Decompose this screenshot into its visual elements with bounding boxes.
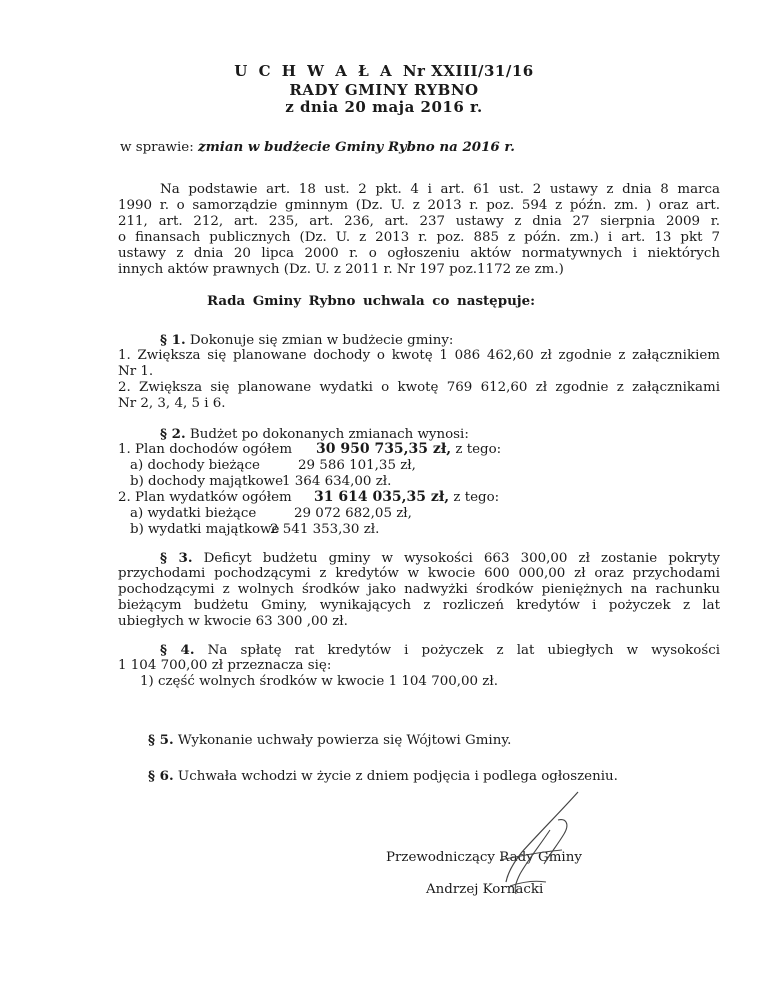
section-3-line: pochodzącymi z wolnych środków jako nadwyżki środków pieniężnych na rachunku: [118, 582, 720, 597]
section-3-line: [160, 550, 720, 567]
section-3-line: ubiegłych w kwocie 63 300 ,00 zł.: [118, 614, 348, 629]
income-total-suffix: z tego:: [455, 442, 502, 457]
section-1-mark: § 1.: [160, 332, 186, 348]
section-4-line: 1) część wolnych środków w kwocie 1 104 700,00 zł.: [140, 674, 498, 689]
council-name: RADY GMINY RYBNO: [289, 81, 479, 99]
legal-basis-line: 1990 r. o samorządzie gminnym (Dz. U. z 2013 r. poz. 594 z późn. zm. ) oraz art.: [118, 198, 720, 213]
resolution-date: z dnia 20 maja 2016 r.: [285, 98, 483, 116]
income-property-value: 1 364 634,00 zł.: [282, 474, 392, 489]
section-4-first: Na spłatę rat kredytów i pożyczek z lat ubiegłych w wysokości: [207, 643, 720, 658]
section-4-mark: § 4.: [160, 642, 195, 658]
legal-basis-line: o finansach publicznych (Dz. U. z 2013 r. poz. 885 z późn. zm.) i art. 13 pkt 7: [118, 230, 720, 245]
section-5: [148, 732, 511, 749]
title-uchwala: U C H W A Ł A: [234, 62, 395, 80]
section-1-line: 2. Zwiększa się planowane wydatki o kwotę 769 612,60 zł zgodnie z załącznikami: [118, 380, 720, 395]
section-6-mark: § 6.: [148, 768, 174, 784]
section-3-line: bieżącym budżetu Gminy, wynikających z rozliczeń kredytów i pożyczek z lat: [118, 598, 720, 613]
signatory-role: Przewodniczący Rady Gminy: [386, 850, 582, 865]
expense-total-suffix: z tego:: [453, 490, 500, 505]
section-3-first: Deficyt budżetu gminy w wysokości 663 300,00 zł zostanie pokryty: [203, 551, 720, 566]
resolution-number: Nr XXIII/31/16: [402, 62, 534, 80]
subject-text: zmian w budżecie Gminy Rybno na 2016 r.: [198, 139, 515, 155]
expense-current-value: 29 072 682,05 zł,: [294, 506, 412, 521]
section-1-text: Dokonuje się zmian w budżecie gminy:: [189, 333, 454, 348]
section-1-line: Nr 1.: [118, 364, 154, 379]
expense-property-label: b) wydatki majątkowe: [130, 522, 280, 537]
section-4-line: [160, 642, 720, 659]
section-2-mark: § 2.: [160, 426, 186, 442]
legal-basis-line: 211, art. 212, art. 235, art. 236, art. 237 ustawy z dnia 27 sierpnia 2009 r.: [118, 214, 720, 229]
section-1-line: Nr 2, 3, 4, 5 i 6.: [118, 396, 226, 411]
subject-prefix: w sprawie:: [120, 140, 194, 155]
income-total-value: 30 950 735,35 zł,: [316, 441, 452, 457]
section-4-line: 1 104 700,00 zł przeznacza się:: [118, 658, 332, 673]
section-2-text: Budżet po dokonanych zmianach wynosi:: [189, 427, 469, 442]
expense-property-value: 2 541 353,30 zł.: [270, 522, 380, 537]
section-1-line: 1. Zwiększa się planowane dochody o kwotę 1 086 462,60 zł zgodnie z załącznikiem: [118, 348, 720, 363]
section-6: [148, 768, 618, 785]
subject-line: [120, 139, 515, 156]
section-1-intro: [160, 332, 453, 349]
income-current-value: 29 586 101,35 zł,: [298, 458, 416, 473]
income-total-label: 1. Plan dochodów ogółem: [118, 442, 293, 457]
section-3-line: przychodami pochodzącymi z kredytów w kwocie 600 000,00 zł oraz przychodami: [118, 566, 720, 581]
title-line: [0, 62, 768, 80]
income-total-row: [316, 441, 501, 458]
section-3-mark: § 3.: [160, 550, 193, 566]
legal-basis-line: Na podstawie art. 18 ust. 2 pkt. 4 i art. 61 ust. 2 ustawy z dnia 8 marca: [160, 182, 720, 197]
section-5-text: Wykonanie uchwały powierza się Wójtowi Gminy.: [177, 733, 512, 748]
expense-total-row: [314, 489, 499, 506]
income-property-label: b) dochody majątkowe: [130, 474, 284, 489]
section-5-mark: § 5.: [148, 732, 174, 748]
signatory-name: Andrzej Kornacki: [426, 882, 544, 897]
resolves-clause: Rada Gminy Rybno uchwala co następuje:: [207, 293, 536, 309]
income-current-label: a) dochody bieżące: [130, 458, 260, 473]
legal-basis-line: ustawy z dnia 20 lipca 2000 r. o ogłoszeniu aktów normatywnych i niektórych: [118, 246, 720, 261]
expense-current-label: a) wydatki bieżące: [130, 506, 257, 521]
legal-basis-line: innych aktów prawnych (Dz. U. z 2011 r. Nr 197 poz.1172 ze zm.): [118, 262, 564, 277]
expense-total-label: 2. Plan wydatków ogółem: [118, 490, 292, 505]
handwritten-signature: [470, 790, 590, 900]
section-6-text: Uchwała wchodzi w życie z dniem podjęcia i podlega ogłoszeniu.: [177, 769, 618, 784]
expense-total-value: 31 614 035,35 zł,: [314, 489, 450, 505]
